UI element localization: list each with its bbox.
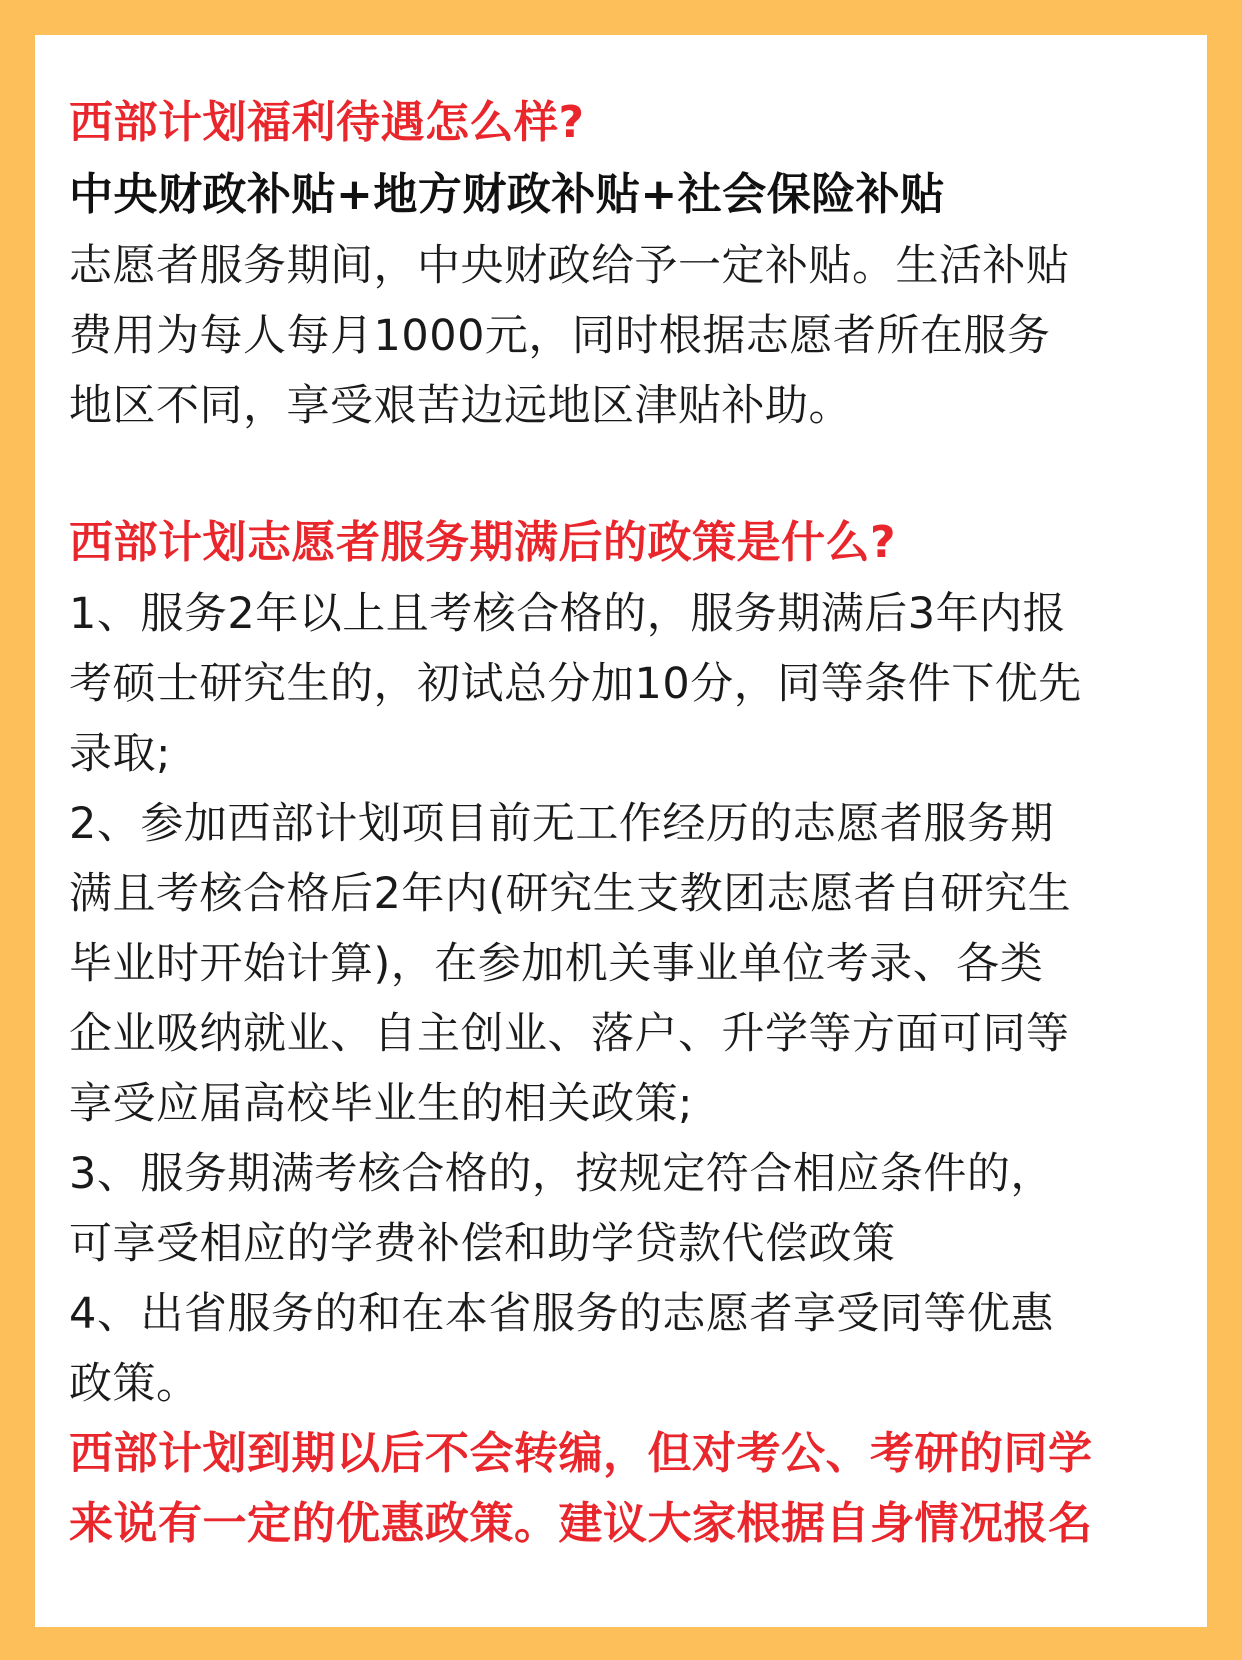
policy-item-2-line: 毕业时开始计算)，在参加机关事业单位考录、各类: [69, 939, 1044, 989]
section1-subtitle: 中央财政补贴+地方财政补贴+社会保险补贴: [69, 169, 945, 220]
policy-item-3-line: 3、服务期满考核合格的，按规定符合相应条件的，: [69, 1149, 1054, 1199]
content-card: [35, 35, 1207, 1627]
section1-title: 西部计划福利待遇怎么样?: [69, 97, 585, 148]
section-gap: [69, 441, 1177, 507]
conclusion-line: 西部计划到期以后不会转编，但对考公、考研的同学: [69, 1428, 1093, 1479]
section1-body-line: 志愿者服务期间，中央财政给予一定补贴。生活补贴: [69, 241, 1070, 291]
policy-item-4-line: 政策。: [69, 1359, 200, 1409]
policy-item-1-line: 录取;: [69, 729, 171, 779]
conclusion-line: 来说有一定的优惠政策。建议大家根据自身情况报名: [69, 1498, 1093, 1549]
policy-item-3-line: 可享受相应的学费补偿和助学贷款代偿政策: [69, 1219, 896, 1269]
policy-item-1-line: 1、服务2年以上且考核合格的，服务期满后3年内报: [69, 589, 1067, 639]
policy-item-2-line: 享受应届高校毕业生的相关政策;: [69, 1079, 693, 1129]
policy-item-4-line: 4、出省服务的和在本省服务的志愿者享受同等优惠: [69, 1289, 1054, 1339]
section1-body-line: 地区不同，享受艰苦边远地区津贴补助。: [69, 381, 852, 431]
policy-item-2-line: 企业吸纳就业、自主创业、落户、升学等方面可同等: [69, 1009, 1070, 1059]
policy-item-1-line: 考硕士研究生的，初试总分加10分，同等条件下优先: [69, 659, 1082, 709]
section1-body-line: 费用为每人每月1000元，同时根据志愿者所在服务: [69, 311, 1051, 361]
policy-item-2-line: 2、参加西部计划项目前无工作经历的志愿者服务期: [69, 799, 1054, 849]
policy-item-2-line: 满且考核合格后2年内(研究生支教团志愿者自研究生: [69, 869, 1072, 919]
section2-title: 西部计划志愿者服务期满后的政策是什么?: [69, 517, 897, 568]
